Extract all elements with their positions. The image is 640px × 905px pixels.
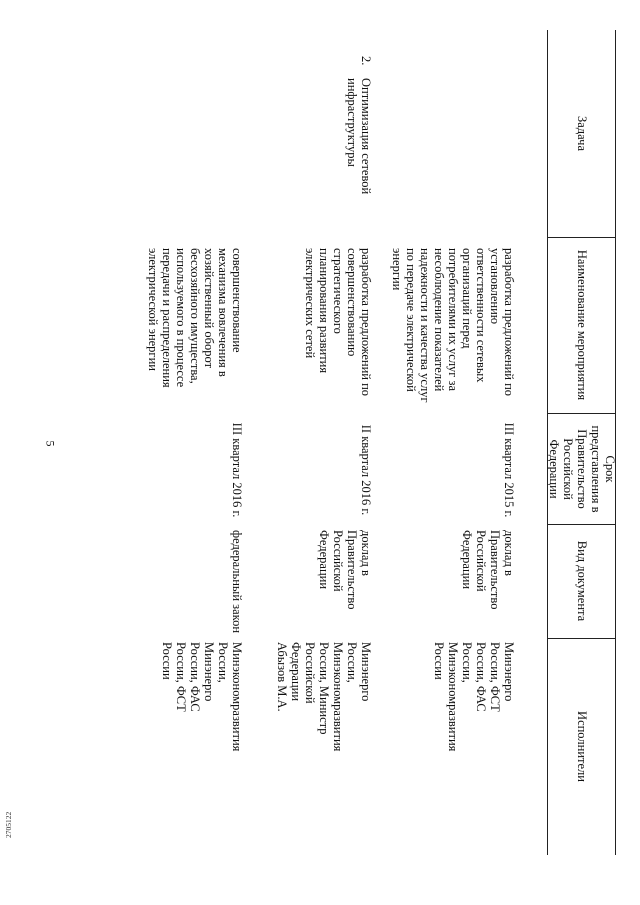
row1-deadline: III квартал 2015 г.: [502, 422, 516, 518]
row1-doc-type: доклад в Правительство Российской Федерации: [460, 530, 516, 610]
row3-doc-type: федеральный закон: [230, 530, 244, 634]
row2-executors: Минэнерго России, Минэкономразвития России, Министр Российской Федерации Абызов М.А.: [275, 642, 373, 752]
rotated-page: [60, 30, 616, 855]
header-executors: Исполнители: [575, 711, 589, 782]
row2-deadline: II квартал 2016 г.: [359, 424, 373, 516]
row2-doc-type: доклад в Правительство Российской Федерации: [317, 530, 373, 610]
row3-deadline: III квартал 2016 г.: [230, 422, 244, 518]
document-code: 2705122: [4, 811, 13, 838]
header-divider: [548, 413, 616, 414]
row3-executors: Минэкономразвития России, Минэнерго России, ФАС России, ФСТ России: [160, 642, 244, 752]
row2-task: Оптимизация сетевой инфраструктуры: [345, 78, 373, 195]
row1-activity: разработка предложений по установлению ответственности сетевых организаций перед потребителями их услуг за несоблюдение показателей надежности и качества услуг по передаче электрической энергии: [390, 248, 516, 403]
header-deadline: Срок представления в Правительство Российской Федерации: [547, 425, 617, 513]
header-activity: Наименование мероприятия: [575, 249, 589, 401]
measures-table: [60, 30, 616, 855]
header-task: Задача: [575, 115, 589, 152]
header-doc-type: Вид документа: [575, 540, 589, 622]
page-number: 5: [43, 440, 58, 447]
row2-number: 2.: [359, 56, 373, 66]
row2-activity: разработка предложений по совершенствованию стратегического планирования развития электрических сетей: [303, 248, 373, 397]
row3-activity: совершенствование механизма вовлечения в хозяйственный оборот бесхозяйного имущества, используемого в процессе передачи и распределения электрической энергии: [146, 248, 244, 388]
row1-executors: Минэнерго России, ФСТ России, ФАС России, Минэкономразвития России: [432, 642, 516, 752]
